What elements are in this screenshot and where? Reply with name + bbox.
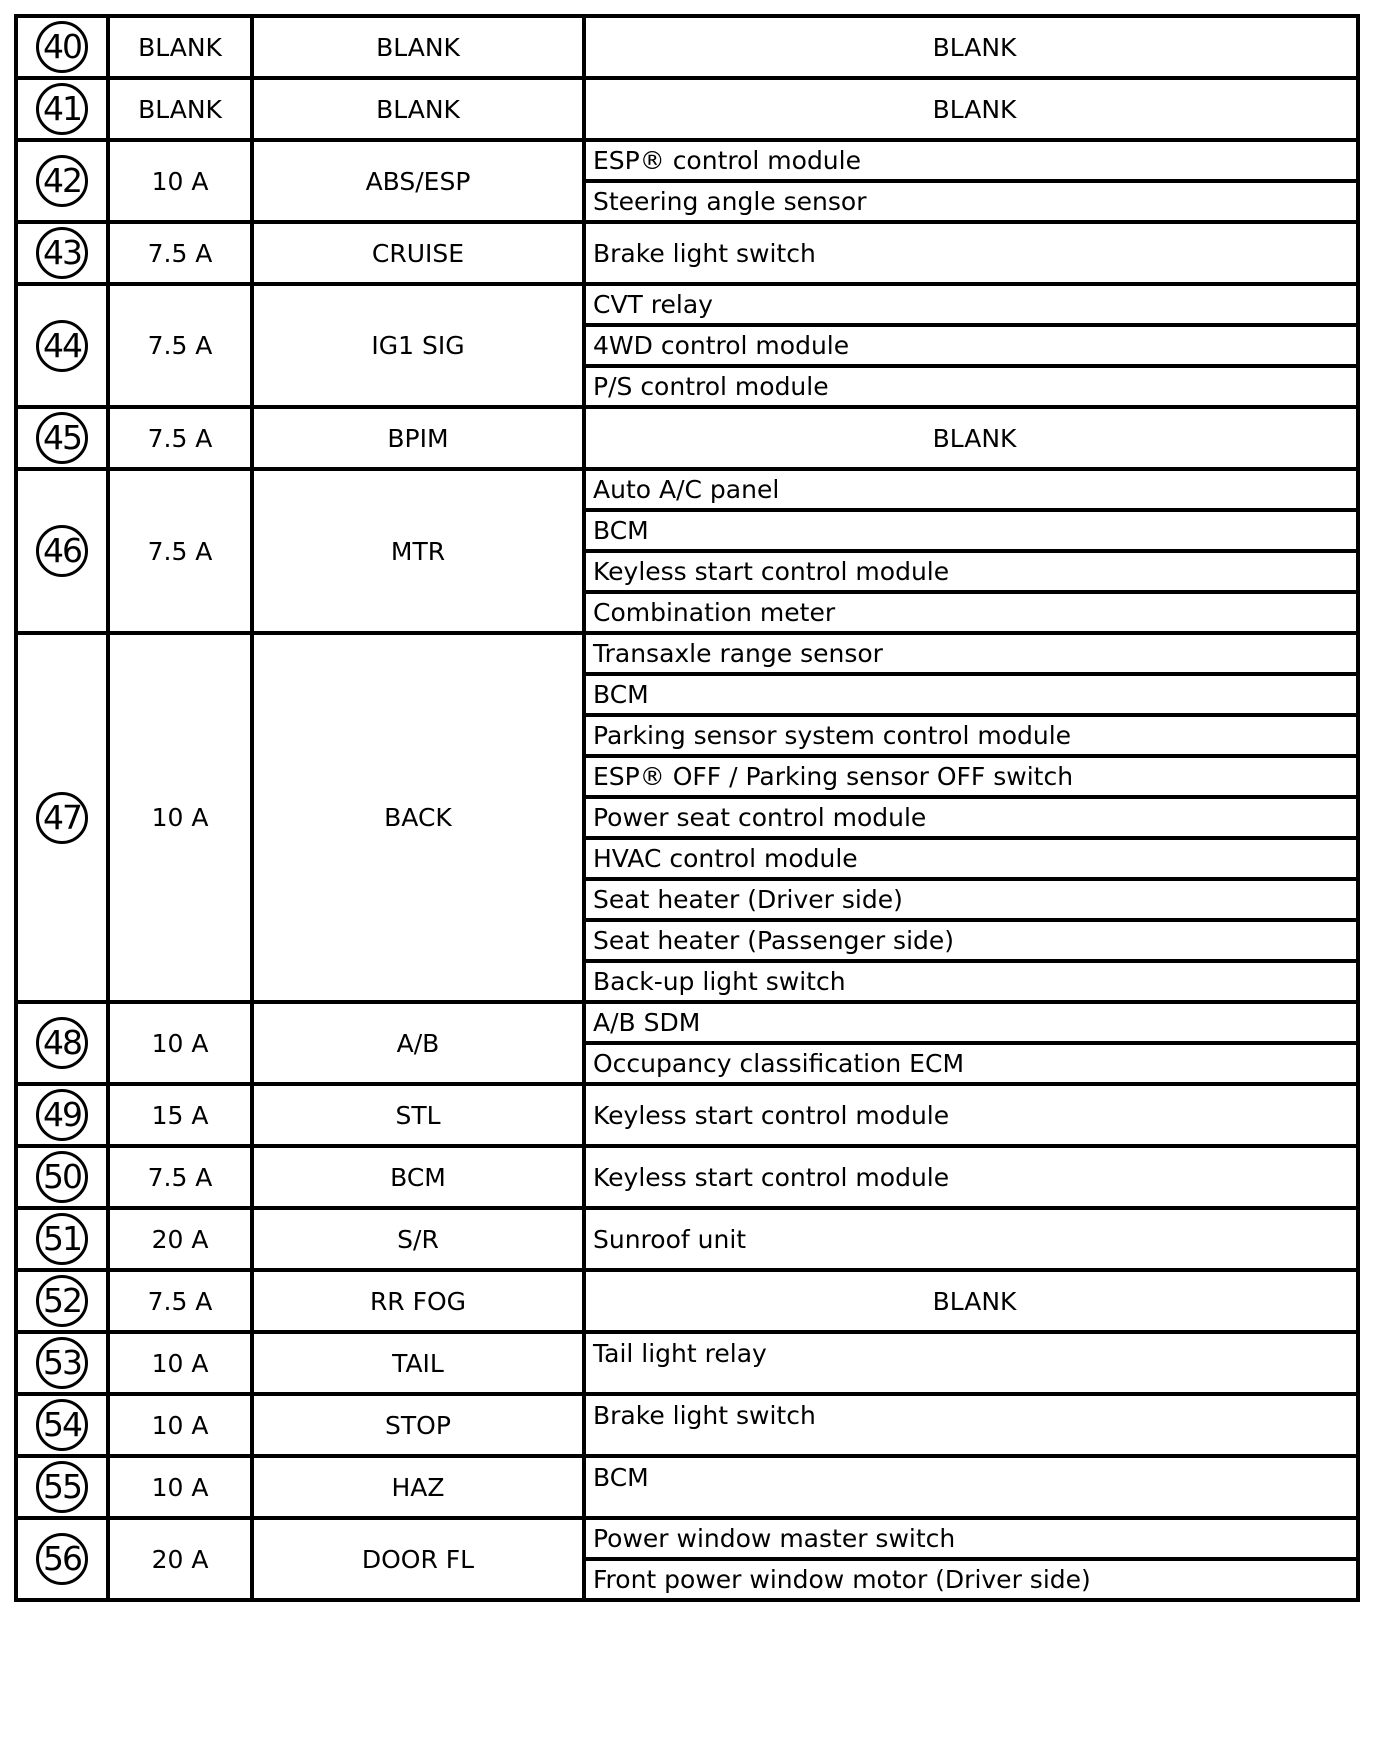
fuse-row xyxy=(16,1332,1358,1394)
fuse-amperage: 7.5 A xyxy=(108,284,252,407)
fuse-circuit-item: Parking sensor system control module xyxy=(586,713,1356,754)
fuse-circuit-item: Power seat control module xyxy=(586,795,1356,836)
fuse-amperage: 7.5 A xyxy=(108,407,252,469)
fuse-circuit-item: Power window master switch xyxy=(593,1524,956,1553)
fuse-circuits xyxy=(584,78,1358,140)
fuse-circuit-item: BLANK xyxy=(932,32,1017,62)
fuse-circuit-item: A/B SDM xyxy=(593,1008,701,1037)
fuse-amperage: 10 A xyxy=(108,140,252,222)
fuse-number: 43 xyxy=(36,227,88,279)
fuse-amperage: 10 A xyxy=(108,1002,252,1084)
fuse-amperage: 20 A xyxy=(108,1518,252,1600)
fuse-name: BACK xyxy=(252,633,584,1002)
fuse-circuit-item: BLANK xyxy=(932,423,1017,453)
fuse-number-cell xyxy=(16,284,108,407)
fuse-name: STOP xyxy=(252,1394,584,1456)
fuse-name: CRUISE xyxy=(252,222,584,284)
fuse-row xyxy=(16,1146,1358,1208)
fuse-name: BLANK xyxy=(252,78,584,140)
fuse-circuit-item: Transaxle range sensor xyxy=(593,639,883,668)
fuse-number: 54 xyxy=(36,1399,88,1451)
fuse-circuit-item: ESP® control module xyxy=(593,146,861,175)
fuse-circuits xyxy=(584,1002,1358,1084)
fuse-row xyxy=(16,222,1358,284)
fuse-name: BPIM xyxy=(252,407,584,469)
fuse-circuits xyxy=(584,284,1358,407)
fuse-amperage: 7.5 A xyxy=(108,1270,252,1332)
fuse-circuits xyxy=(584,140,1358,222)
fuse-number-cell xyxy=(16,78,108,140)
fuse-number-cell xyxy=(16,469,108,633)
fuse-number-cell xyxy=(16,1208,108,1270)
fuse-row xyxy=(16,284,1358,407)
fuse-row xyxy=(16,140,1358,222)
fuse-circuits xyxy=(584,1332,1358,1394)
fuse-row xyxy=(16,1208,1358,1270)
fuse-circuit-item: Combination meter xyxy=(586,590,1356,631)
fuse-amperage: 20 A xyxy=(108,1208,252,1270)
fuse-row xyxy=(16,1518,1358,1600)
fuse-circuit-item: BCM xyxy=(593,1463,649,1492)
fuse-circuits xyxy=(584,1456,1358,1518)
fuse-number: 51 xyxy=(36,1213,88,1265)
fuse-number: 45 xyxy=(36,412,88,464)
fuse-circuit-item: Keyless start control module xyxy=(593,1100,950,1130)
fuse-number-cell xyxy=(16,407,108,469)
fuse-circuits xyxy=(584,407,1358,469)
fuse-circuit-item: Occupancy classification ECM xyxy=(586,1041,1356,1082)
fuse-number-cell xyxy=(16,16,108,78)
fuse-amperage: 7.5 A xyxy=(108,222,252,284)
fuse-circuit-item: Seat heater (Passenger side) xyxy=(586,918,1356,959)
fuse-amperage: 7.5 A xyxy=(108,1146,252,1208)
fuse-number: 41 xyxy=(36,83,88,135)
fuse-circuit-item: Keyless start control module xyxy=(593,1162,950,1192)
fuse-number: 44 xyxy=(36,320,88,372)
fuse-amperage: 10 A xyxy=(108,1456,252,1518)
fuse-circuit-item: Front power window motor (Driver side) xyxy=(586,1557,1356,1598)
fuse-row xyxy=(16,407,1358,469)
fuse-number: 47 xyxy=(36,792,88,844)
fuse-number: 56 xyxy=(36,1533,88,1585)
fuse-circuit-item: Seat heater (Driver side) xyxy=(586,877,1356,918)
fuse-circuit-item: BLANK xyxy=(932,1286,1017,1316)
fuse-circuits xyxy=(584,1394,1358,1456)
fuse-amperage: 10 A xyxy=(108,1332,252,1394)
fuse-circuit-item: Tail light relay xyxy=(593,1339,767,1368)
fuse-circuits xyxy=(584,1208,1358,1270)
fuse-name: BCM xyxy=(252,1146,584,1208)
fuse-amperage: BLANK xyxy=(108,78,252,140)
fuse-circuit-item: Auto A/C panel xyxy=(593,475,780,504)
fuse-name: TAIL xyxy=(252,1332,584,1394)
fuse-table xyxy=(14,14,1360,1602)
fuse-circuit-item: Keyless start control module xyxy=(586,549,1356,590)
fuse-number-cell xyxy=(16,1146,108,1208)
fuse-circuit-item: Back-up light switch xyxy=(586,959,1356,1000)
fuse-number-cell xyxy=(16,1084,108,1146)
fuse-circuits xyxy=(584,222,1358,284)
fuse-amperage: 7.5 A xyxy=(108,469,252,633)
fuse-circuit-item: HVAC control module xyxy=(586,836,1356,877)
fuse-number: 50 xyxy=(36,1151,88,1203)
fuse-circuits xyxy=(584,16,1358,78)
fuse-number-cell xyxy=(16,1332,108,1394)
fuse-row xyxy=(16,469,1358,633)
fuse-number-cell xyxy=(16,1456,108,1518)
fuse-row xyxy=(16,16,1358,78)
fuse-table-body xyxy=(16,16,1358,1600)
fuse-circuit-item: Brake light switch xyxy=(593,238,816,268)
fuse-circuit-item: BCM xyxy=(586,508,1356,549)
fuse-name: STL xyxy=(252,1084,584,1146)
fuse-name: HAZ xyxy=(252,1456,584,1518)
fuse-number: 42 xyxy=(36,155,88,207)
fuse-circuit-item: BCM xyxy=(586,672,1356,713)
fuse-number: 55 xyxy=(36,1461,88,1513)
fuse-name: S/R xyxy=(252,1208,584,1270)
fuse-amperage: BLANK xyxy=(108,16,252,78)
fuse-name: BLANK xyxy=(252,16,584,78)
fuse-row xyxy=(16,1456,1358,1518)
fuse-circuit-item: 4WD control module xyxy=(586,323,1356,364)
fuse-name: DOOR FL xyxy=(252,1518,584,1600)
fuse-row xyxy=(16,1002,1358,1084)
fuse-number-cell xyxy=(16,1270,108,1332)
fuse-circuit-item: ESP® OFF / Parking sensor OFF switch xyxy=(586,754,1356,795)
fuse-name: MTR xyxy=(252,469,584,633)
fuse-amperage: 10 A xyxy=(108,633,252,1002)
fuse-circuit-item: Brake light switch xyxy=(593,1401,816,1430)
fuse-row xyxy=(16,1270,1358,1332)
fuse-circuits xyxy=(584,1084,1358,1146)
fuse-circuit-item: Sunroof unit xyxy=(593,1224,747,1254)
fuse-circuits xyxy=(584,1146,1358,1208)
fuse-circuits xyxy=(584,1518,1358,1600)
fuse-number: 53 xyxy=(36,1337,88,1389)
fuse-number-cell xyxy=(16,222,108,284)
fuse-circuit-item: P/S control module xyxy=(586,364,1356,405)
fuse-row xyxy=(16,1084,1358,1146)
fuse-number-cell xyxy=(16,1002,108,1084)
fuse-amperage: 10 A xyxy=(108,1394,252,1456)
fuse-number-cell xyxy=(16,1394,108,1456)
fuse-number: 46 xyxy=(36,525,88,577)
fuse-circuit-item: BLANK xyxy=(932,94,1017,124)
fuse-number: 52 xyxy=(36,1275,88,1327)
fuse-number: 49 xyxy=(36,1089,88,1141)
fuse-name: A/B xyxy=(252,1002,584,1084)
fuse-circuits xyxy=(584,469,1358,633)
fuse-number-cell xyxy=(16,140,108,222)
fuse-name: IG1 SIG xyxy=(252,284,584,407)
fuse-name: RR FOG xyxy=(252,1270,584,1332)
fuse-number-cell xyxy=(16,633,108,1002)
fuse-name: ABS/ESP xyxy=(252,140,584,222)
fuse-row xyxy=(16,633,1358,1002)
fuse-number: 40 xyxy=(36,21,88,73)
fuse-row xyxy=(16,78,1358,140)
fuse-row xyxy=(16,1394,1358,1456)
fuse-circuit-item: Steering angle sensor xyxy=(586,179,1356,220)
fuse-circuits xyxy=(584,1270,1358,1332)
fuse-number: 48 xyxy=(36,1017,88,1069)
fuse-circuits xyxy=(584,633,1358,1002)
fuse-circuit-item: CVT relay xyxy=(593,290,713,319)
fuse-number-cell xyxy=(16,1518,108,1600)
fuse-amperage: 15 A xyxy=(108,1084,252,1146)
